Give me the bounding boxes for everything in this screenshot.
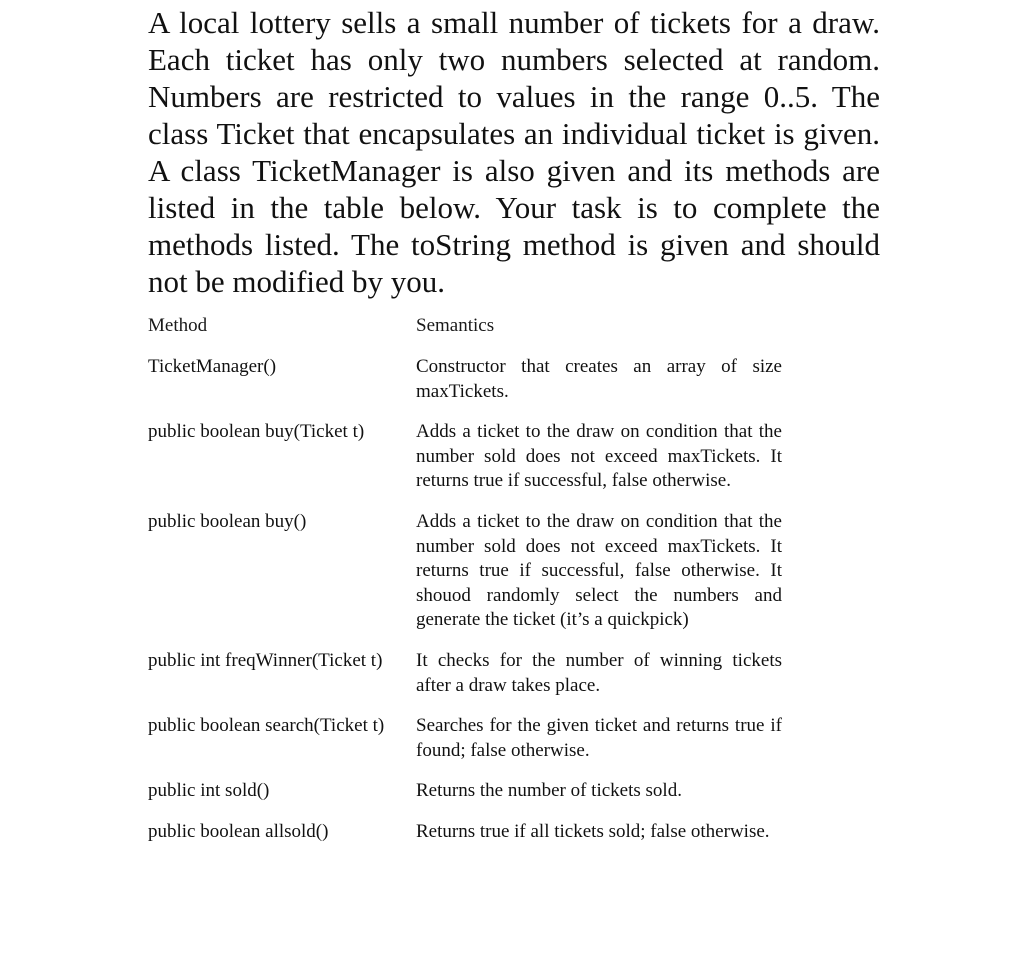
table-row — [148, 355, 782, 404]
semantics-column-header: Semantics — [416, 315, 495, 336]
table-row — [148, 510, 782, 633]
semantics-cell: Returns true if all tickets sold; false otherwise. — [416, 820, 770, 842]
semantics-cell: Constructor that creates an array of size maxTickets. — [416, 356, 782, 402]
table-row — [148, 420, 782, 494]
table-header — [148, 314, 782, 355]
method-name-cell: public boolean buy() — [148, 510, 307, 532]
method-name-cell: public boolean search(Ticket t) — [148, 715, 385, 737]
table-row — [148, 649, 782, 698]
method-name-cell: public int sold() — [148, 780, 270, 802]
table-row — [148, 714, 782, 763]
semantics-cell: It checks for the number of winning tickets after a draw takes place. — [416, 649, 782, 696]
semantics-cell: Adds a ticket to the draw on condition that the number sold does not exceed maxTickets. It returns true if successful, false otherwise. — [416, 421, 782, 492]
semantics-cell: Searches for the given ticket and returns true if found; false otherwise. — [416, 715, 782, 761]
semantics-cell: Returns the number of tickets sold. — [416, 780, 682, 802]
method-name-cell: public boolean allsold() — [148, 820, 329, 842]
table-row — [148, 779, 782, 804]
method-column-header: Method — [148, 315, 208, 336]
method-name-cell: public boolean buy(Ticket t) — [148, 421, 365, 443]
intro-paragraph: A local lottery sells a small number of tickets for a draw. Each ticket has only two numbers selected at random. Numbers are restricted to values in the range 0..5. The class Ticket that encapsulates an individual ticket is given. A class TicketManager is also given and its methods are listed in the table below. Your task is to complete the methods listed. The toString method is given and should not be modified by you. — [148, 5, 880, 299]
method-name-cell: public int freqWinner(Ticket t) — [148, 649, 383, 671]
method-name-cell: TicketManager() — [148, 356, 277, 377]
table-row — [148, 820, 782, 845]
methods-table — [148, 314, 782, 861]
semantics-cell: Adds a ticket to the draw on condition that the number sold does not exceed maxTickets. It returns true if successful, false otherwise. It shouod randomly select the numbers and generate the ticket (it’s a quickpick) — [416, 510, 782, 631]
